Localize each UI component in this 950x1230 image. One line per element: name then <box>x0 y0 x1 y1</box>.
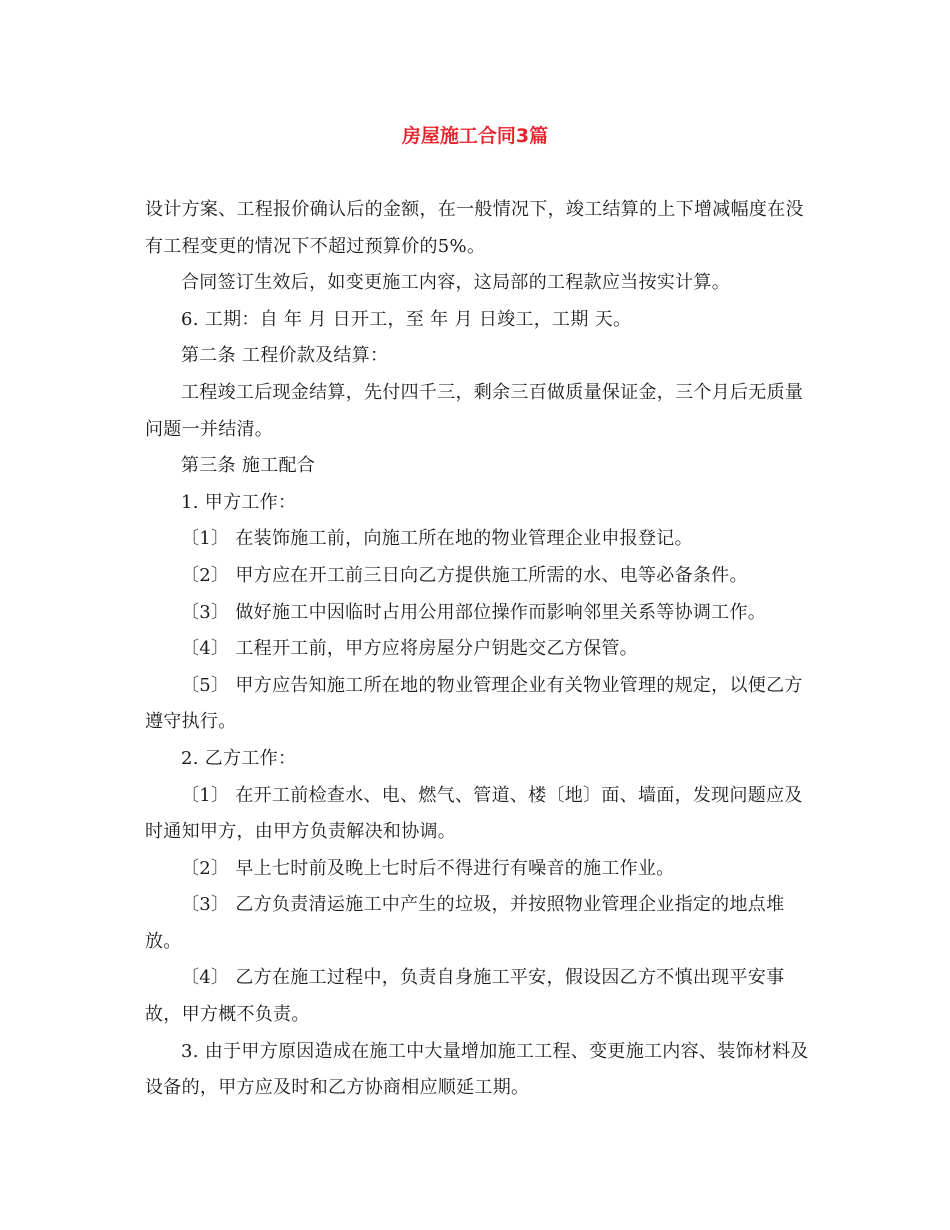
list-item: 〔2〕 甲方应在开工前三日向乙方提供施工所需的水、电等必备条件。 <box>181 564 748 586</box>
list-item: 〔4〕 工程开工前，甲方应将房屋分户钥匙交乙方保管。 <box>181 638 638 660</box>
paragraph: 6. 工期：自 年 月 日开工，至 年 月 日竣工，工期 天。 <box>181 308 632 330</box>
document-title: 房屋施工合同3篇 <box>401 125 549 147</box>
list-item: 〔3〕 做好施工中因临时占用公用部位操作而影响邻里关系等协调工作。 <box>181 601 767 623</box>
list-item: 〔2〕 早上七时前及晚上七时后不得进行有噪音的施工作业。 <box>181 857 675 879</box>
subsection-heading: 1. 甲方工作： <box>181 491 297 513</box>
section-heading: 第三条 施工配合 <box>181 455 316 477</box>
list-item: 〔5〕 甲方应告知施工所在地的物业管理企业有关物业管理的规定，以便乙方遵守执行。 <box>145 674 803 733</box>
subsection-heading: 2. 乙方工作： <box>181 747 297 769</box>
section-heading: 第二条 工程价款及结算： <box>181 345 389 367</box>
paragraph: 工程竣工后现金结算，先付四千三，剩余三百做质量保证金，三个月后无质量问题一并结清。 <box>145 381 804 440</box>
list-item: 〔1〕 在装饰施工前，向施工所在地的物业管理企业申报登记。 <box>181 528 693 550</box>
document-body <box>145 192 810 1107</box>
paragraph: 设计方案、工程报价确认后的金额，在一般情况下，竣工结算的上下增减幅度在没有工程变更的情况下不超过预算价的5%。 <box>145 199 804 257</box>
paragraph: 合同签订生效后，如变更施工内容，这局部的工程款应当按实计算。 <box>181 272 730 294</box>
list-item: 〔3〕 乙方负责清运施工中产生的垃圾，并按照物业管理企业指定的地点堆放。 <box>145 894 785 952</box>
list-item: 〔1〕 在开工前检查水、电、燃气、管道、楼〔地〕面、墙面，发现问题应及时通知甲方，由甲方负责解决和协调。 <box>145 784 803 843</box>
list-item: 〔4〕 乙方在施工过程中，负责自身施工平安，假设因乙方不慎出现平安事故，甲方概不负责。 <box>145 967 785 1026</box>
paragraph: 3. 由于甲方原因造成在施工中大量增加施工工程、变更施工内容、装饰材料及设备的，甲方应及时和乙方协商相应顺延工期。 <box>145 1040 809 1099</box>
